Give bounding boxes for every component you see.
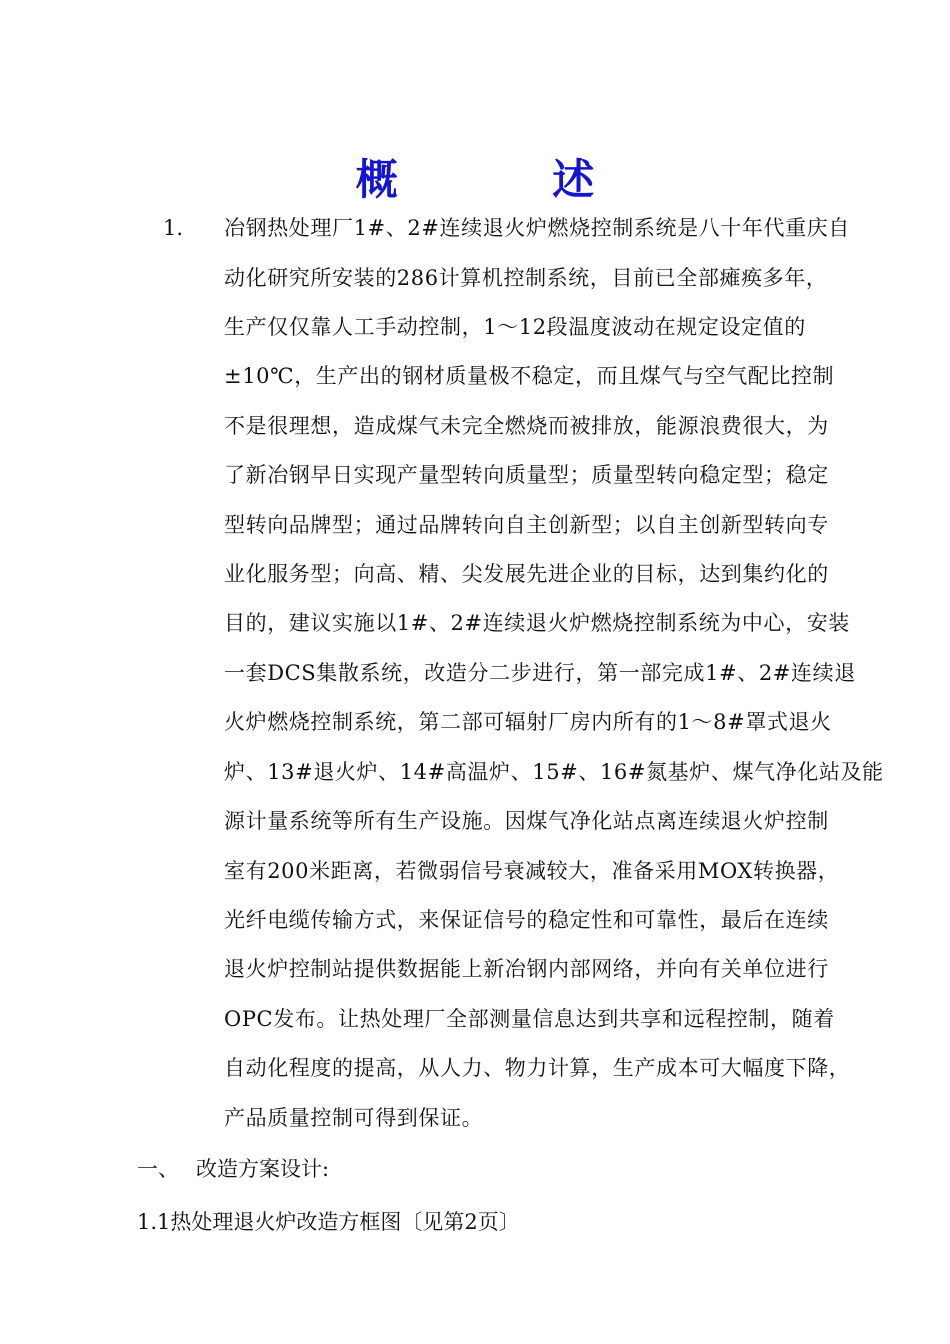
paragraph-line: 动化研究所安装的286计算机控制系统，目前已全部瘫痪多年， xyxy=(224,266,828,290)
paragraph-line: 退火炉控制站提供数据能上新冶钢内部网络，并向有关单位进行 xyxy=(224,957,829,981)
paragraph-line: 光纤电缆传输方式，来保证信号的稳定性和可靠性，最后在连续 xyxy=(224,908,829,932)
paragraph-line: ±10℃，生产出的钢材质量极不稳定，而且煤气与空气配比控制 xyxy=(224,364,835,388)
paragraph-line: 炉、13#退火炉、14#高温炉、15#、16#氮基炉、煤气净化站及能 xyxy=(224,760,884,784)
paragraph-line: 源计量系统等所有生产设施。因煤气净化站点离连续退火炉控制 xyxy=(224,809,829,833)
paragraph-line: 自动化程度的提高，从人力、物力计算，生产成本可大幅度下降， xyxy=(224,1056,851,1080)
section-heading: 改造方案设计: xyxy=(196,1157,330,1181)
paragraph-line: 一套DCS集散系统，改造分二步进行，第一部完成1#、2#连续退 xyxy=(224,661,856,685)
paragraph-line: 火炉燃烧控制系统，第二部可辐射厂房内所有的1～8#罩式退火 xyxy=(224,710,832,734)
paragraph-line: 目的，建议实施以1#、2#连续退火炉燃烧控制系统为中心，安装 xyxy=(224,611,850,635)
page-title: 概 述 xyxy=(355,155,665,204)
paragraph-line: 冶钢热处理厂1#、2#连续退火炉燃烧控制系统是八十年代重庆自 xyxy=(224,216,850,240)
paragraph-line: 生产仅仅靠人工手动控制，1～12段温度波动在规定设定值的 xyxy=(224,315,806,339)
paragraph-line: 业化服务型；向高、精、尖发展先进企业的目标，达到集约化的 xyxy=(224,562,829,586)
paragraph-line: 室有200米距离，若微弱信号衰减较大，准备采用MOX转换器， xyxy=(224,859,840,883)
list-item-number: 1. xyxy=(163,216,184,240)
paragraph-line: 产品质量控制可得到保证。 xyxy=(224,1106,484,1130)
section-number: 一、 xyxy=(137,1157,179,1181)
paragraph-line: 了新冶钢早日实现产量型转向质量型；质量型转向稳定型；稳定 xyxy=(224,463,829,487)
paragraph-line: 型转向品牌型；通过品牌转向自主创新型；以自主创新型转向专 xyxy=(224,513,829,537)
paragraph-line: 不是很理想，造成煤气未完全燃烧而被排放，能源浪费很大，为 xyxy=(224,414,829,438)
subsection-heading: 1.1热处理退火炉改造方框图〔见第2页〕 xyxy=(137,1210,520,1234)
paragraph-line: OPC发布。让热处理厂全部测量信息达到共享和远程控制，随着 xyxy=(224,1007,835,1031)
